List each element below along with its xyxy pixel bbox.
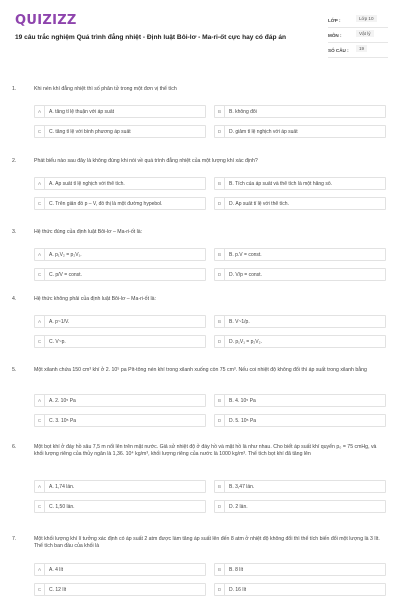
option-text: B. V~1/p. bbox=[229, 318, 250, 325]
option-letter: D bbox=[215, 198, 225, 209]
answer-option-d[interactable] bbox=[214, 125, 386, 138]
answer-option-c[interactable] bbox=[34, 268, 206, 281]
answer-option-d[interactable] bbox=[214, 197, 386, 210]
answer-option-b[interactable] bbox=[214, 248, 386, 261]
option-text: C. Trên giản đồ p – V, đồ thị là một đường hypebol. bbox=[49, 200, 163, 207]
option-letter: C bbox=[35, 501, 45, 512]
option-letter: C bbox=[35, 198, 45, 209]
option-text: A. 2. 10⁵ Pa bbox=[49, 397, 76, 404]
option-letter: D bbox=[215, 415, 225, 426]
option-letter: B bbox=[215, 178, 225, 189]
answer-option-b[interactable] bbox=[214, 563, 386, 576]
meta-value bbox=[356, 16, 388, 23]
option-text: C. 1,50 lần. bbox=[49, 503, 75, 510]
answer-option-a[interactable] bbox=[34, 248, 206, 261]
option-text: C. 12 lít bbox=[49, 586, 67, 593]
answer-option-c[interactable] bbox=[34, 125, 206, 138]
question-number: 3. bbox=[12, 229, 17, 235]
option-letter: D bbox=[215, 501, 225, 512]
option-text: D. 5. 10⁵ Pa bbox=[229, 417, 257, 424]
question-number: 7. bbox=[12, 536, 17, 542]
answer-option-b[interactable] bbox=[214, 480, 386, 493]
option-text: B. 8 lít bbox=[229, 566, 244, 573]
question-text: Một khối lượng khí lí tưởng xác định có áp suất 2 atm được làm tăng áp suất lên đến 8 atm ở nhiệt độ không đổi thì thể tích biến đổi một lượng là 3 lít. Thể tích ban đầu của khối là bbox=[34, 536, 380, 549]
meta-row-class bbox=[328, 13, 388, 28]
meta-row-subject bbox=[328, 28, 388, 43]
answer-option-a[interactable] bbox=[34, 105, 206, 118]
quizizz-logo bbox=[15, 13, 77, 28]
option-letter: D bbox=[215, 269, 225, 280]
option-letter: D bbox=[215, 336, 225, 347]
option-text: C. V~p. bbox=[49, 338, 66, 345]
question-text: Hệ thức đúng của định luật Bôi-lơ – Ma-ri-ốt là: bbox=[34, 229, 143, 235]
option-text: B. 3,47 lần. bbox=[229, 483, 255, 490]
answer-option-d[interactable] bbox=[214, 414, 386, 427]
answer-option-c[interactable] bbox=[34, 583, 206, 596]
meta-row-count bbox=[328, 43, 388, 58]
option-letter: C bbox=[35, 336, 45, 347]
answer-option-d[interactable] bbox=[214, 268, 386, 281]
option-text: A. tăng tỉ lệ thuận với áp suất bbox=[49, 108, 114, 115]
answer-option-a[interactable] bbox=[34, 480, 206, 493]
option-text: B. p.V = const. bbox=[229, 251, 262, 258]
question-number: 4. bbox=[12, 296, 17, 302]
answer-option-d[interactable] bbox=[214, 583, 386, 596]
option-text: C. p/V = const. bbox=[49, 271, 82, 278]
meta-label: SỐ CÂU : bbox=[328, 48, 349, 53]
option-letter: A bbox=[35, 564, 45, 575]
answer-option-b[interactable] bbox=[214, 394, 386, 407]
option-text: A. p~1/V. bbox=[49, 318, 70, 325]
option-letter: C bbox=[35, 269, 45, 280]
option-text: C. tăng tỉ lệ với bình phương áp suất bbox=[49, 128, 131, 135]
worksheet-header bbox=[0, 0, 400, 72]
question-number: 1. bbox=[12, 86, 17, 92]
option-text: A. p₁V₂ = p₂V₁. bbox=[49, 251, 82, 258]
question-text: Khi nén khí đẳng nhiệt thì số phân tử trong một đơn vị thể tích bbox=[34, 86, 177, 92]
option-letter: D bbox=[215, 584, 225, 595]
option-letter: A bbox=[35, 178, 45, 189]
meta-value-text: 19 bbox=[356, 45, 367, 52]
answer-option-c[interactable] bbox=[34, 500, 206, 513]
answer-option-b[interactable] bbox=[214, 315, 386, 328]
worksheet-title: 19 câu trắc nghiệm Quá trình đẳng nhiệt - Định luật Bôi-lơ - Ma-ri-ốt cực hay có đáp án bbox=[15, 34, 287, 41]
answer-option-d[interactable] bbox=[214, 335, 386, 348]
option-text: D. 16 lít bbox=[229, 586, 247, 593]
question-number: 6. bbox=[12, 444, 17, 450]
question-number: 5. bbox=[12, 367, 17, 373]
meta-value bbox=[356, 31, 388, 38]
option-letter: C bbox=[35, 415, 45, 426]
answer-option-b[interactable] bbox=[214, 105, 386, 118]
meta-value-text: Lớp 10 bbox=[356, 15, 377, 22]
option-letter: A bbox=[35, 249, 45, 260]
option-letter: A bbox=[35, 106, 45, 117]
option-letter: B bbox=[215, 564, 225, 575]
option-text: D. giảm tỉ lệ nghịch với áp suất bbox=[229, 128, 298, 135]
answer-option-c[interactable] bbox=[34, 335, 206, 348]
question-number: 2. bbox=[12, 158, 17, 164]
answer-option-c[interactable] bbox=[34, 197, 206, 210]
answer-option-d[interactable] bbox=[214, 500, 386, 513]
answer-option-a[interactable] bbox=[34, 394, 206, 407]
question-text: Hệ thức không phải của định luật Bôi-lơ – Ma-ri-ốt là: bbox=[34, 296, 156, 302]
option-text: D. V/p = const. bbox=[229, 271, 262, 278]
question-text: Phát biểu nào sau đây là không đúng khi nói về quá trình đẳng nhiệt của một lượng khí xác định? bbox=[34, 158, 258, 164]
option-letter: B bbox=[215, 481, 225, 492]
answer-option-a[interactable] bbox=[34, 177, 206, 190]
meta-value-text: Vật lý bbox=[356, 30, 374, 37]
option-text: D. Áp suất tỉ lệ với thể tích. bbox=[229, 200, 289, 207]
answer-option-a[interactable] bbox=[34, 315, 206, 328]
answer-option-c[interactable] bbox=[34, 414, 206, 427]
option-text: A. 4 lít bbox=[49, 566, 64, 573]
option-letter: B bbox=[215, 395, 225, 406]
meta-label: MÔN : bbox=[328, 33, 342, 38]
answer-option-b[interactable] bbox=[214, 177, 386, 190]
option-text: B. không đổi bbox=[229, 108, 257, 115]
option-letter: A bbox=[35, 481, 45, 492]
worksheet-meta bbox=[328, 13, 388, 58]
question-text: Một xilanh chứa 150 cm³ khí ở 2. 10⁵ pa Pít-tông nén khí trong xilanh xuống còn 75 cm³. Nếu coi nhiệt độ không đổi thì áp suất trong xilanh bằng bbox=[34, 367, 367, 373]
option-letter: C bbox=[35, 584, 45, 595]
option-text: A. 1,74 lần. bbox=[49, 483, 75, 490]
option-text: C. 3. 10⁵ Pa bbox=[49, 417, 77, 424]
meta-value bbox=[356, 46, 388, 53]
option-letter: B bbox=[215, 316, 225, 327]
option-letter: B bbox=[215, 106, 225, 117]
option-letter: A bbox=[35, 316, 45, 327]
option-letter: A bbox=[35, 395, 45, 406]
logo-text: QUIZIZZ bbox=[15, 13, 77, 28]
option-letter: B bbox=[215, 249, 225, 260]
option-text: A. Áp suất tỉ lệ nghịch với thể tích. bbox=[49, 180, 125, 187]
option-letter: C bbox=[35, 126, 45, 137]
option-text: D. p₁V₁ = p₂V₂. bbox=[229, 338, 262, 345]
option-text: D. 2 lần. bbox=[229, 503, 248, 510]
option-letter: D bbox=[215, 126, 225, 137]
meta-label: LỚP : bbox=[328, 18, 341, 23]
answer-option-a[interactable] bbox=[34, 563, 206, 576]
question-text: Một bọt khí ở đáy hồ sâu 7,5 m nổi lên trên mặt nước. Giả sử nhiệt độ ở đáy hồ và mặt hồ là như nhau. Cho biết áp suất khí quyển p₀ = 75 cmHg, và khối lượng riêng của thủy ngân là 1,36. 10⁴ kg/m³, khối lượng riêng của nước là 1000 kg/m³. Thể tích bọt khí đã tăng lên bbox=[34, 444, 377, 457]
option-text: B. 4. 10⁵ Pa bbox=[229, 397, 256, 404]
option-text: B. Tích của áp suất và thể tích là một hằng số. bbox=[229, 180, 333, 187]
